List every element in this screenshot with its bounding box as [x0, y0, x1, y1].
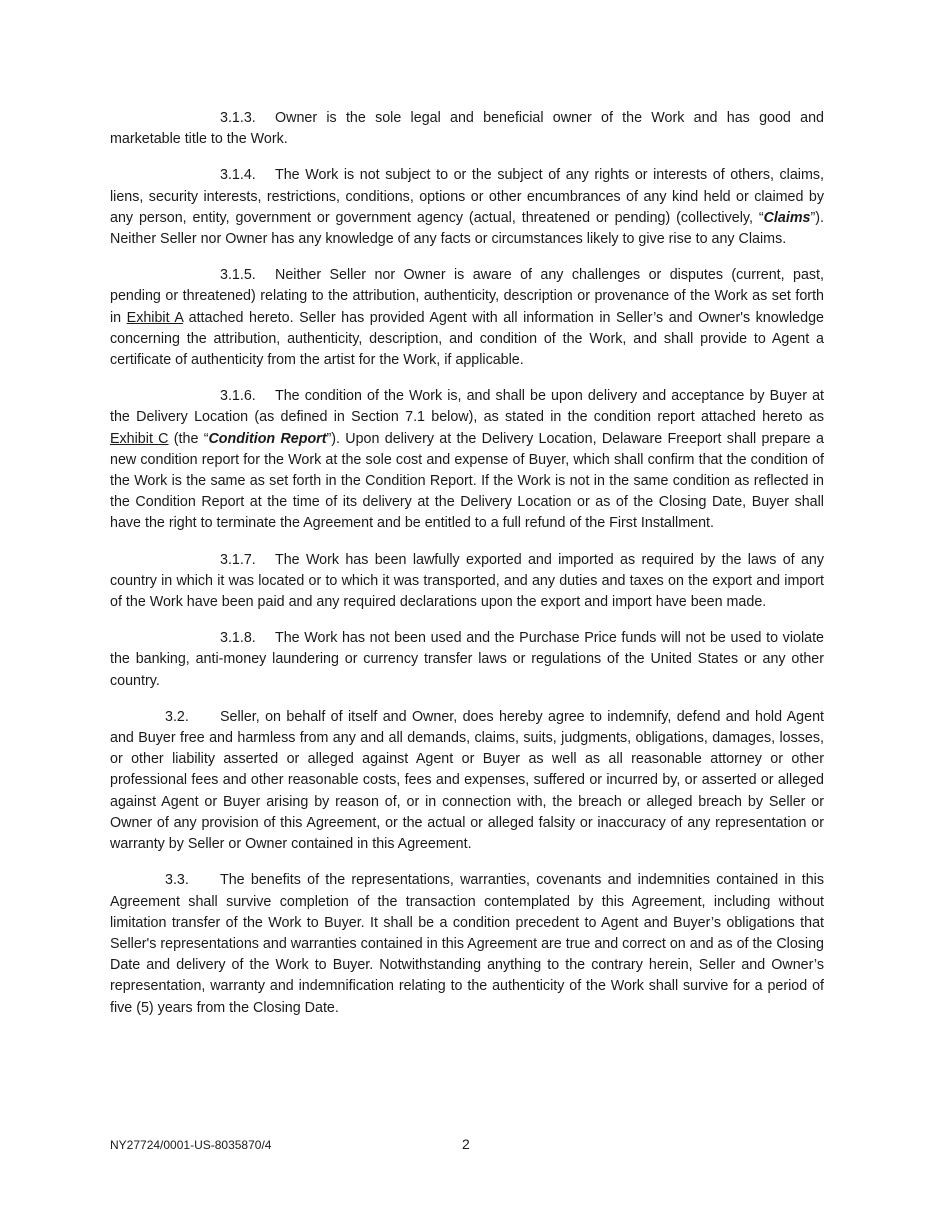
- clause-3-1-6: [110, 386, 824, 534]
- clause-text: The Work has been lawfully exported and imported as required by the laws of any country in which it was located or to which it was transported, and any duties and taxes on the export and import of the Work have been paid and any required declarations upon the export and import have been made.: [110, 551, 824, 611]
- clause-text: Seller, on behalf of itself and Owner, does hereby agree to indemnify, defend and hold Agent and Buyer free and harmless from any and all demands, claims, suits, judgments, obligations, damages, losses, or other liability asserted or alleged against Agent or Buyer as well as all reasonable attorney or other professional fees and other reasonable costs, fees and expenses, suffered or incurred by, or asserted or alleged against Agent or Buyer arising by reason of, or in connection with, the breach or alleged breach by Seller or Owner of any provision of this Agreement, or the actual or alleged falsity or inaccuracy of any representation or warranty by Seller or Owner contained in this Agreement.: [110, 708, 824, 853]
- clause-3-1-5: [110, 265, 824, 371]
- clause-3-2: [110, 707, 824, 855]
- clause-text: Neither Seller nor Owner is aware of any challenges or disputes (current, past, pending or threatened) relating to the attribution, authenticity, description or provenance of the Work as set forth in: [110, 267, 824, 326]
- clause-3-1-3: [110, 108, 824, 150]
- clause-number: 3.1.8.: [220, 630, 256, 647]
- defined-term-claims: Claims: [763, 209, 811, 226]
- exhibit-a-reference: Exhibit A: [126, 309, 184, 326]
- clause-text: Owner is the sole legal and beneficial owner of the Work and has good and marketable title to the Work.: [110, 110, 824, 148]
- page-footer: [110, 1136, 824, 1156]
- clause-3-3: [110, 870, 824, 1018]
- clause-number: 3.1.4.: [220, 167, 256, 184]
- clause-number: 3.3.: [165, 872, 189, 889]
- clause-text: (the “: [168, 430, 209, 447]
- clause-text: The Work has not been used and the Purchase Price funds will not be used to violate the banking, anti-money laundering or currency transfer laws or regulations of the United States or any other country.: [110, 630, 824, 689]
- clause-number: 3.2.: [165, 708, 189, 725]
- clause-text: The condition of the Work is, and shall be upon delivery and acceptance by Buyer at the Delivery Location (as defined in Section 7.1 below), as stated in the condition report attached hereto as: [110, 388, 824, 426]
- clause-text: ”). Upon delivery at the Delivery Location, Delaware Freeport shall prepare a new condition report for the Work at the sole cost and expense of Buyer, which shall confirm that the condition of the Work is the same as set forth in the Condition Report. If the Work is not in the same condition as reflected in the Condition Report at the time of its delivery at the Delivery Location or as of the Closing Date, Buyer shall have the right to terminate the Agreement and be entitled to a full refund of the First Installment.: [110, 430, 824, 532]
- clause-text: The Work is not subject to or the subject of any rights or interests of others, claims, liens, security interests, restrictions, conditions, options or other encumbrances of any kind held or claimed by any person, entity, government or government agency (actual, threatened or pending) (collectively, “: [110, 167, 824, 226]
- defined-term-condition-report: Condition Report: [208, 430, 327, 447]
- clause-3-1-8: [110, 628, 824, 692]
- clause-text: attached hereto. Seller has provided Agent with all information in Seller’s and Owner's knowledge concerning the attribution, authenticity, description, and condition of the Work, and shall provide to Agent a certificate of authenticity from the artist for the Work, if applicable.: [110, 309, 824, 369]
- exhibit-c-reference: Exhibit C: [110, 430, 169, 447]
- clause-3-1-7: [110, 550, 824, 614]
- clause-text: ”). Neither Seller nor Owner has any knowledge of any facts or circumstances likely to give rise to any Claims.: [110, 209, 824, 248]
- clause-number: 3.1.7.: [220, 551, 256, 568]
- clause-number: 3.1.5.: [220, 267, 256, 284]
- clause-3-1-4: [110, 165, 824, 250]
- document-body: [110, 108, 824, 1034]
- clause-number: 3.1.6.: [220, 388, 256, 405]
- page-number: 2: [462, 1136, 470, 1152]
- document-id: NY27724/0001-US-8035870/4: [110, 1138, 272, 1152]
- clause-number: 3.1.3.: [220, 110, 256, 126]
- clause-text: The benefits of the representations, warranties, covenants and indemnities contained in this Agreement shall survive completion of the transaction contemplated by this Agreement, including without limitation transfer of the Work to Buyer. It shall be a condition precedent to Agent and Buyer’s obligations that Seller's representations and warranties contained in this Agreement are true and correct on and as of the Closing Date and delivery of the Work to Buyer. Notwithstanding anything to the contrary herein, Seller and Owner’s representation, warranty and indemnification relating to the authenticity of the Work shall survive for a period of five (5) years from the Closing Date.: [110, 872, 825, 1016]
